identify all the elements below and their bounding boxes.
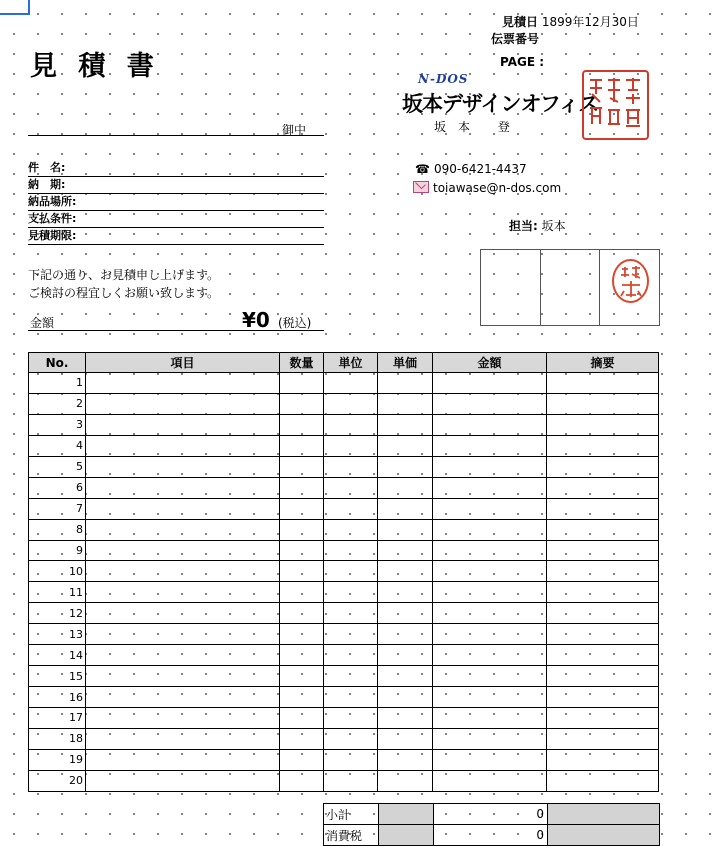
cell-notes[interactable]: [547, 393, 659, 414]
cell-notes[interactable]: [547, 749, 659, 770]
cell-unit-price[interactable]: [378, 540, 433, 561]
subtotal-row: [324, 804, 660, 825]
cell-notes[interactable]: [547, 540, 659, 561]
cell-amount[interactable]: [433, 373, 547, 394]
table-row: [29, 770, 659, 791]
estimate-date: [502, 13, 639, 30]
cell-unit-price[interactable]: [378, 414, 433, 435]
cell-quantity[interactable]: [280, 749, 324, 770]
stamp-box-3[interactable]: [600, 250, 659, 325]
cell-amount[interactable]: [433, 414, 547, 435]
cell-no[interactable]: 14: [29, 645, 86, 666]
cell-unit-price[interactable]: [378, 603, 433, 624]
cell-quantity[interactable]: [280, 708, 324, 729]
cell-quantity[interactable]: [280, 770, 324, 791]
slip-number: [491, 30, 539, 47]
cell-no[interactable]: 17: [29, 708, 86, 729]
cell-unit[interactable]: [324, 645, 378, 666]
cell-amount[interactable]: [433, 749, 547, 770]
cell-notes[interactable]: [547, 645, 659, 666]
cell-unit-price[interactable]: [378, 435, 433, 456]
cell-notes[interactable]: [547, 435, 659, 456]
mail-icon: [413, 181, 429, 193]
cell-no[interactable]: 3: [29, 414, 86, 435]
cell-quantity[interactable]: [280, 393, 324, 414]
items-header-row: [29, 353, 659, 373]
cell-unit[interactable]: [324, 373, 378, 394]
cell-item[interactable]: [86, 373, 280, 394]
document-title: 見 積 書: [30, 51, 160, 82]
cell-amount[interactable]: [433, 582, 547, 603]
cell-no[interactable]: 8: [29, 519, 86, 540]
cell-item[interactable]: [86, 498, 280, 519]
cell-amount[interactable]: [433, 770, 547, 791]
stamp-box-2[interactable]: [541, 250, 601, 325]
cell-amount[interactable]: [433, 687, 547, 708]
cell-unit[interactable]: [324, 666, 378, 687]
items-table: [28, 352, 659, 792]
cell-no[interactable]: 9: [29, 540, 86, 561]
cell-quantity[interactable]: [280, 373, 324, 394]
cell-unit[interactable]: [324, 749, 378, 770]
cell-no[interactable]: 13: [29, 624, 86, 645]
table-row: [29, 603, 659, 624]
cell-notes[interactable]: [547, 687, 659, 708]
cell-item[interactable]: [86, 728, 280, 749]
cell-item[interactable]: [86, 687, 280, 708]
stamp-box-1[interactable]: [481, 250, 541, 325]
cell-item[interactable]: [86, 749, 280, 770]
cell-amount[interactable]: [433, 477, 547, 498]
cell-unit-price[interactable]: [378, 708, 433, 729]
info-row-payment-terms[interactable]: [28, 212, 324, 228]
header-no: No.: [29, 353, 86, 373]
tax-row: [324, 825, 660, 846]
cell-item[interactable]: [86, 561, 280, 582]
cell-unit-price[interactable]: [378, 393, 433, 414]
cell-item[interactable]: [86, 393, 280, 414]
cell-amount[interactable]: [433, 498, 547, 519]
cell-quantity[interactable]: [280, 435, 324, 456]
cell-no[interactable]: 1: [29, 373, 86, 394]
total-amount-row: [28, 308, 324, 331]
cell-no[interactable]: 19: [29, 749, 86, 770]
cell-no[interactable]: 18: [29, 728, 86, 749]
cell-quantity[interactable]: [280, 498, 324, 519]
cell-quantity[interactable]: [280, 519, 324, 540]
cell-no[interactable]: 16: [29, 687, 86, 708]
header-unit-price: 単価: [378, 353, 433, 373]
subtotal-notes[interactable]: [548, 804, 660, 825]
cell-no[interactable]: 7: [29, 498, 86, 519]
cell-amount[interactable]: [433, 728, 547, 749]
cell-unit[interactable]: [324, 728, 378, 749]
cell-notes[interactable]: [547, 519, 659, 540]
cell-amount[interactable]: [433, 456, 547, 477]
cell-quantity[interactable]: [280, 456, 324, 477]
cell-unit-price[interactable]: [378, 770, 433, 791]
info-row-valid-until[interactable]: [28, 229, 324, 245]
table-row: [29, 687, 659, 708]
person-name: 坂本: [541, 219, 566, 233]
cell-no[interactable]: 11: [29, 582, 86, 603]
cell-notes[interactable]: [547, 456, 659, 477]
total-amount-label: 金額: [30, 316, 55, 330]
table-row: [29, 728, 659, 749]
cell-unit[interactable]: [324, 393, 378, 414]
cell-amount[interactable]: [433, 540, 547, 561]
company-person-name: 坂本 登: [434, 120, 522, 134]
cell-quantity[interactable]: [280, 728, 324, 749]
header-quantity: 数量: [280, 353, 324, 373]
table-row: [29, 749, 659, 770]
cell-unit[interactable]: [324, 770, 378, 791]
info-row-subject[interactable]: [28, 161, 324, 177]
estimate-date-value: 1899年12月30日: [541, 15, 639, 29]
cell-notes[interactable]: [547, 603, 659, 624]
cell-notes[interactable]: [547, 624, 659, 645]
cell-unit[interactable]: [324, 456, 378, 477]
header-unit: 単位: [324, 353, 378, 373]
cell-no[interactable]: 20: [29, 770, 86, 791]
cell-unit[interactable]: [324, 708, 378, 729]
cell-item[interactable]: [86, 414, 280, 435]
cell-quantity[interactable]: [280, 687, 324, 708]
subtotal-spacer: [379, 804, 434, 825]
table-row: [29, 373, 659, 394]
table-row: [29, 708, 659, 729]
cell-item[interactable]: [86, 582, 280, 603]
cell-unit-price[interactable]: [378, 561, 433, 582]
message-line-1: 下記の通り、お見積申し上げます。: [28, 268, 220, 282]
cell-no[interactable]: 4: [29, 435, 86, 456]
table-row: [29, 498, 659, 519]
cell-unit[interactable]: [324, 603, 378, 624]
info-label-delivery-place: 納品場所:: [28, 195, 77, 208]
logo-subtitle: N-DOS: [418, 72, 469, 86]
table-row: [29, 456, 659, 477]
cell-no[interactable]: 5: [29, 456, 86, 477]
cell-quantity[interactable]: [280, 540, 324, 561]
table-row: [29, 414, 659, 435]
cell-item[interactable]: [86, 435, 280, 456]
cell-unit[interactable]: [324, 519, 378, 540]
cell-item[interactable]: [86, 666, 280, 687]
info-label-payment-terms: 支払条件:: [28, 212, 77, 225]
person-seal-stamp: [612, 259, 649, 303]
info-label-subject: 件 名:: [28, 161, 66, 174]
cell-unit-price[interactable]: [378, 477, 433, 498]
cell-quantity[interactable]: [280, 582, 324, 603]
cell-unit-price[interactable]: [378, 519, 433, 540]
cell-unit[interactable]: [324, 582, 378, 603]
subtotal-label: 小計: [324, 804, 379, 825]
contact-phone-value: 090-6421-4437: [433, 162, 527, 176]
cell-notes[interactable]: [547, 666, 659, 687]
phone-icon: ☎: [415, 162, 430, 176]
cell-quantity[interactable]: [280, 603, 324, 624]
cell-notes[interactable]: [547, 477, 659, 498]
company-logo: [402, 72, 599, 142]
cell-item[interactable]: [86, 540, 280, 561]
info-label-deadline: 納 期:: [28, 178, 66, 191]
cell-quantity[interactable]: [280, 477, 324, 498]
header-notes: 摘要: [547, 353, 659, 373]
cell-quantity[interactable]: [280, 561, 324, 582]
cell-amount[interactable]: [433, 645, 547, 666]
cell-notes[interactable]: [547, 770, 659, 791]
table-row: [29, 582, 659, 603]
cell-unit[interactable]: [324, 624, 378, 645]
table-row: [29, 519, 659, 540]
cell-quantity[interactable]: [280, 666, 324, 687]
cell-notes[interactable]: [547, 582, 659, 603]
cell-no[interactable]: 2: [29, 393, 86, 414]
cell-unit-price[interactable]: [378, 498, 433, 519]
recipient-suffix: 御中: [282, 123, 307, 137]
table-row: [29, 624, 659, 645]
cell-amount[interactable]: [433, 624, 547, 645]
info-row-delivery-place[interactable]: [28, 195, 324, 211]
selection-corner[interactable]: [0, 0, 30, 15]
cell-notes[interactable]: [547, 708, 659, 729]
cell-amount[interactable]: [433, 708, 547, 729]
page-label: PAGE :: [500, 55, 545, 69]
cell-notes[interactable]: [547, 498, 659, 519]
cell-unit-price[interactable]: [378, 373, 433, 394]
cell-quantity[interactable]: [280, 414, 324, 435]
cell-unit[interactable]: [324, 687, 378, 708]
cell-amount[interactable]: [433, 393, 547, 414]
cell-unit-price[interactable]: [378, 666, 433, 687]
cell-unit-price[interactable]: [378, 456, 433, 477]
cell-item[interactable]: [86, 624, 280, 645]
cell-item[interactable]: [86, 477, 280, 498]
person-in-charge: [509, 217, 566, 234]
cell-no[interactable]: 12: [29, 603, 86, 624]
cell-unit-price[interactable]: [378, 624, 433, 645]
subtotal-value[interactable]: 0: [434, 804, 548, 825]
table-row: [29, 561, 659, 582]
person-label: 担当:: [509, 219, 538, 233]
cell-amount[interactable]: [433, 435, 547, 456]
cell-unit-price[interactable]: [378, 687, 433, 708]
cell-quantity[interactable]: [280, 645, 324, 666]
table-row: [29, 435, 659, 456]
cell-item[interactable]: [86, 519, 280, 540]
cell-quantity[interactable]: [280, 624, 324, 645]
cell-unit-price[interactable]: [378, 749, 433, 770]
table-row: [29, 645, 659, 666]
approval-stamp-boxes: [480, 249, 660, 326]
cell-notes[interactable]: [547, 561, 659, 582]
cell-unit[interactable]: [324, 540, 378, 561]
contact-email: [413, 181, 561, 195]
cell-amount[interactable]: [433, 519, 547, 540]
cell-unit[interactable]: [324, 435, 378, 456]
tax-label: 消費税: [324, 825, 379, 846]
message-line-2: ご検討の程宜しくお願い致します。: [28, 286, 220, 300]
tax-spacer: [379, 825, 434, 846]
cell-unit-price[interactable]: [378, 728, 433, 749]
cell-item[interactable]: [86, 770, 280, 791]
contact-phone: [415, 162, 527, 176]
totals-table: [323, 803, 660, 846]
header-item: 項目: [86, 353, 280, 373]
table-row: [29, 666, 659, 687]
recipient-line[interactable]: [28, 135, 324, 136]
company-seal-stamp: [582, 70, 649, 140]
info-row-deadline[interactable]: [28, 178, 324, 194]
cell-unit[interactable]: [324, 477, 378, 498]
cell-amount[interactable]: [433, 561, 547, 582]
cell-no[interactable]: 15: [29, 666, 86, 687]
tax-notes[interactable]: [548, 825, 660, 846]
cell-item[interactable]: [86, 645, 280, 666]
cell-amount[interactable]: [433, 603, 547, 624]
total-amount-value: ¥0: [242, 308, 270, 332]
table-row: [29, 393, 659, 414]
tax-value[interactable]: 0: [434, 825, 548, 846]
slip-number-label: 伝票番号: [491, 32, 540, 46]
company-name: 坂本デザインオフィス: [402, 92, 599, 116]
cell-notes[interactable]: [547, 728, 659, 749]
cell-item[interactable]: [86, 603, 280, 624]
contact-email-value: toiawase@n-dos.com: [433, 181, 562, 195]
header-amount: 金額: [433, 353, 547, 373]
cell-notes[interactable]: [547, 373, 659, 394]
info-label-valid-until: 見積期限:: [28, 229, 77, 242]
cell-unit[interactable]: [324, 498, 378, 519]
cell-unit-price[interactable]: [378, 582, 433, 603]
estimate-date-label: 見積日: [502, 15, 539, 29]
cell-no[interactable]: 6: [29, 477, 86, 498]
cell-unit[interactable]: [324, 414, 378, 435]
cell-amount[interactable]: [433, 666, 547, 687]
page-number: [500, 55, 544, 69]
cell-unit[interactable]: [324, 561, 378, 582]
cell-no[interactable]: 10: [29, 561, 86, 582]
table-row: [29, 540, 659, 561]
cell-item[interactable]: [86, 708, 280, 729]
total-amount-tax-note: (税込): [278, 316, 312, 330]
cell-unit-price[interactable]: [378, 645, 433, 666]
table-row: [29, 477, 659, 498]
cell-item[interactable]: [86, 456, 280, 477]
cell-notes[interactable]: [547, 414, 659, 435]
